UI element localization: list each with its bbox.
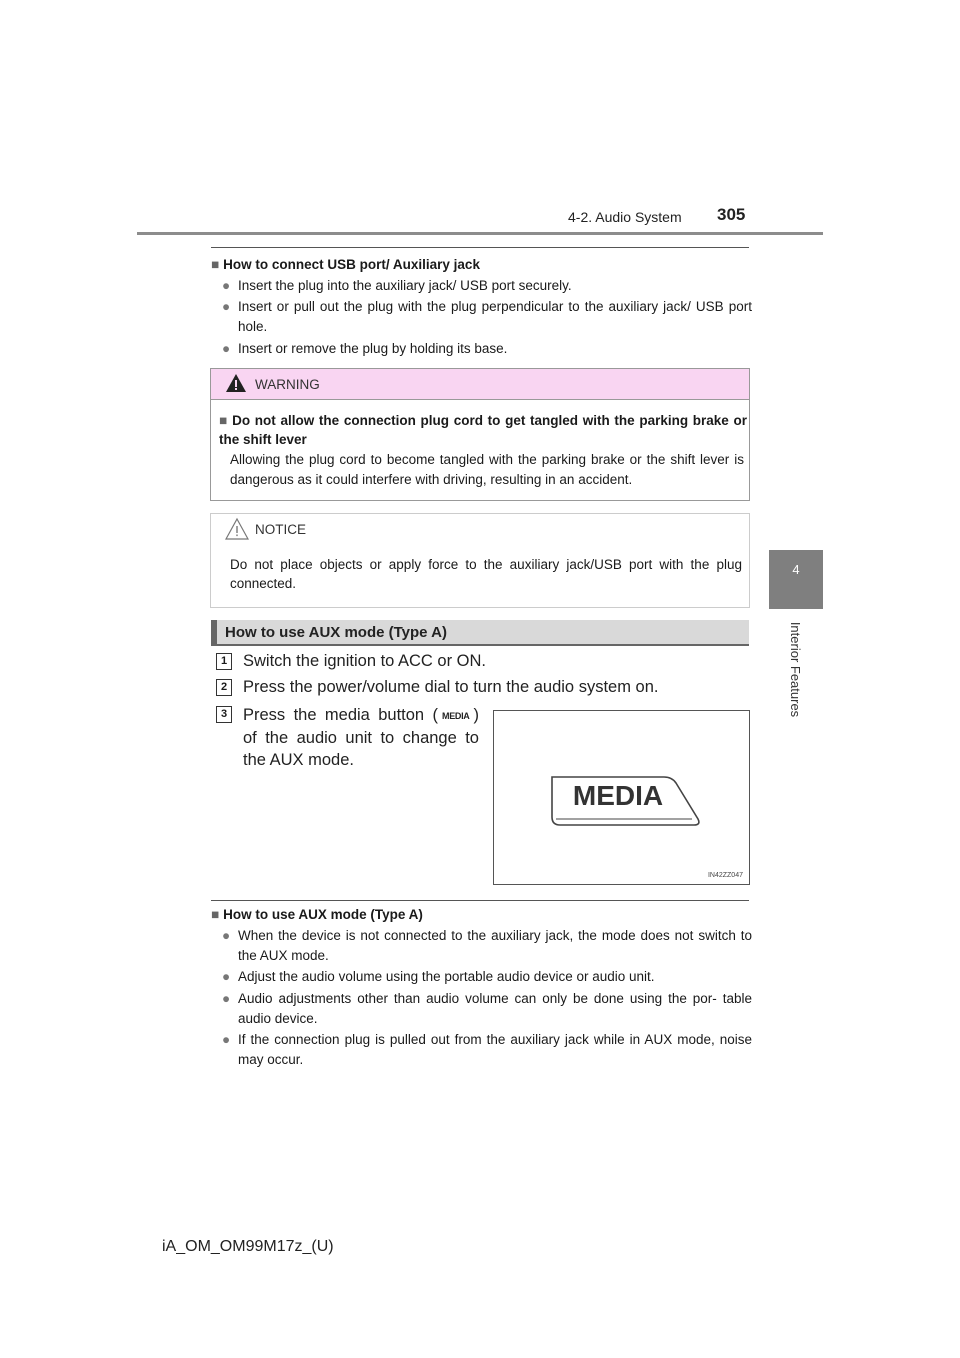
step-number: 2 [216,679,232,696]
list-item: ● When the device is not connected to the auxiliary jack, the mode does not switch to the AUX mode. [222,928,752,963]
chapter-title: Interior Features [788,621,804,717]
warning-title-bar [211,369,749,400]
media-button-label: MEDIA [572,780,664,811]
warning-heading: ■ Do not allow the connection plug cord to get tangled with the parking brake or the shift lever [219,413,747,447]
list-item: ● Insert the plug into the auxiliary jack/ USB port securely. [222,276,752,296]
warning-body: Allowing the plug cord to become tangled with the parking brake or the shift lever is dangerous as it could interfere with driving, resulting in an accident. [230,452,744,487]
notice-triangle-icon [225,517,249,541]
notice-title: NOTICE [255,522,307,537]
figure-code: IN42ZZ047 [707,872,743,879]
step-text: Press the power/volume dial to turn the audio system on. [243,678,659,696]
section-heading-bar [211,620,749,646]
list-item: ● If the connection plug is pulled out from the auxiliary jack while in AUX mode, noise may occur. [222,1032,752,1067]
step-text: Press the media button ( MEDIA ) of the audio unit to change to the AUX mode. [243,706,479,769]
step-number: 3 [216,706,232,723]
media-button-icon: MEDIA [442,711,470,721]
warning-title: WARNING [255,377,320,392]
notice-box [210,513,750,608]
circle-bullet-icon: ● [222,928,231,943]
list-item: ● Adjust the audio volume using the portable audio device or audio unit. [222,967,752,987]
square-bullet-icon: ■ [211,257,220,272]
step-number: 1 [216,653,232,670]
circle-bullet-icon: ● [222,991,231,1006]
usb-heading: ■ How to connect USB port/ Auxiliary jack [211,257,480,272]
section-title: How to use AUX mode (Type A) [225,624,447,641]
list-item: ● Insert or pull out the plug with the plug perpendicular to the auxiliary jack/ USB port hole. [222,299,752,334]
list-item: ● Insert or remove the plug by holding its base. [222,339,752,359]
media-button-illustration [494,711,751,886]
divider [211,247,749,248]
square-bullet-icon: ■ [219,413,229,428]
warning-box [210,368,750,501]
circle-bullet-icon: ● [222,1032,231,1047]
media-button-figure [493,710,750,885]
warning-triangle-icon [225,372,247,394]
circle-bullet-icon: ● [222,969,231,984]
aux-heading: ■ How to use AUX mode (Type A) [211,907,423,922]
step-text: Switch the ignition to ACC or ON. [243,652,487,670]
square-bullet-icon: ■ [211,907,220,922]
circle-bullet-icon: ● [222,341,231,356]
list-item: ● Audio adjustments other than audio volume can only be done using the por- table audio device. [222,991,752,1026]
header-section-title: 4-2. Audio System [568,209,682,225]
page-number: 305 [717,205,746,224]
chapter-number: 4 [792,562,800,577]
header-rule [137,232,823,235]
notice-body: Do not place objects or apply force to the auxiliary jack/USB port with the plug connected. [230,557,742,591]
circle-bullet-icon: ● [222,299,231,314]
circle-bullet-icon: ● [222,278,231,293]
chapter-tab [769,550,823,609]
document-code: iA_OM_OM99M17z_(U) [162,1238,334,1255]
divider [211,900,749,901]
chapter-label [769,614,823,724]
